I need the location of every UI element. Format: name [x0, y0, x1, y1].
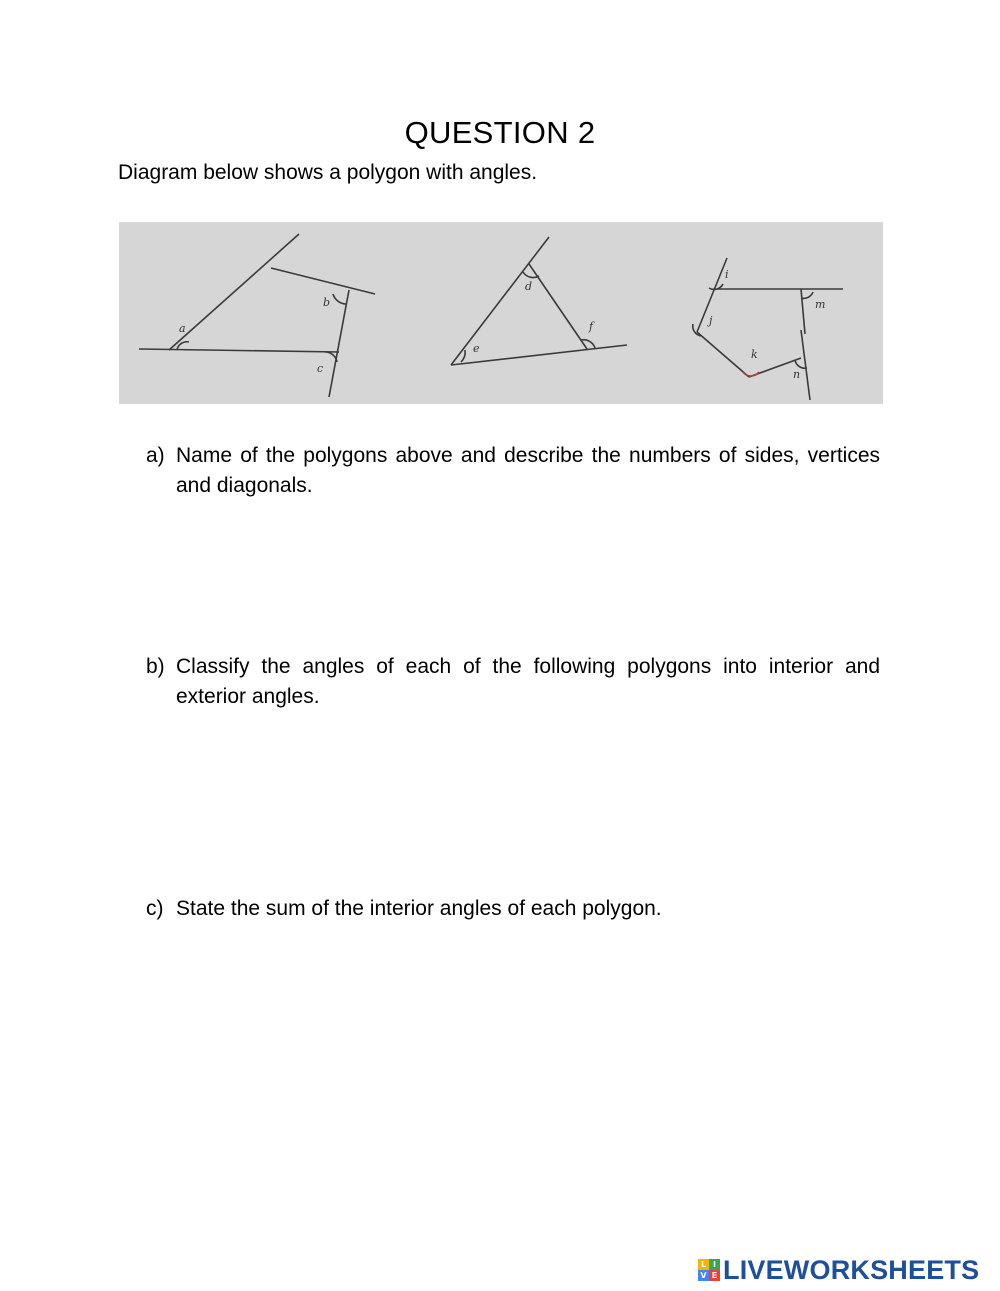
- figure3-lower-left-side: [697, 332, 749, 377]
- figure1-top-side: [271, 268, 375, 294]
- angle-label-a: a: [179, 322, 186, 335]
- intro-text: Diagram below shows a polygon with angles.: [118, 161, 538, 184]
- angle-label-c: c: [317, 362, 324, 375]
- angle-label-j: j: [709, 314, 713, 327]
- liveworksheets-logo[interactable]: [698, 1255, 979, 1285]
- figure2-left-side: [451, 237, 549, 365]
- question-b-label: b): [146, 655, 165, 678]
- question-c-text: State the sum of the interior angles of each polygon.: [176, 897, 662, 920]
- figure3-right-side: [801, 330, 810, 400]
- question-a-text: Name of the polygons above and describe the numbers of sides, vertices and diagonals.: [176, 444, 880, 497]
- angle-label-f: f: [589, 320, 594, 333]
- figure3-angle-m-arc: [801, 292, 813, 298]
- logo-letter-v: V: [698, 1270, 709, 1281]
- question-a: [146, 441, 880, 501]
- angle-label-e: e: [473, 342, 480, 355]
- logo-letter-i: I: [709, 1259, 720, 1270]
- page-title: QUESTION 2: [404, 115, 596, 150]
- angle-label-b: b: [323, 296, 331, 309]
- logo-letter-e: E: [709, 1270, 720, 1281]
- figure1-left-side: [169, 234, 299, 350]
- angle-label-i: i: [725, 268, 729, 281]
- question-b: [146, 652, 880, 712]
- angle-label-m: m: [815, 298, 826, 311]
- figure3-angle-k-arc: [743, 372, 759, 376]
- figure1-angle-a-arc: [177, 342, 189, 350]
- polygon-figure: [119, 222, 883, 404]
- angle-label-k: k: [751, 348, 758, 361]
- polygon-diagram: [119, 222, 883, 404]
- brand-name: LIVEWORKSHEETS: [723, 1254, 980, 1285]
- logo-icon: [698, 1259, 720, 1281]
- question-a-label: a): [146, 444, 165, 467]
- question-c-label: c): [146, 897, 164, 920]
- figure1-angle-b-arc: [333, 294, 346, 304]
- logo-letter-l: L: [698, 1259, 709, 1270]
- question-c: [146, 894, 880, 924]
- question-b-text: Classify the angles of each of the following polygons into interior and exterior angles.: [176, 655, 880, 708]
- figure1-right-side: [329, 290, 349, 397]
- angle-label-d: d: [525, 280, 533, 293]
- angle-label-n: n: [793, 368, 801, 381]
- figure3-right-side-upper: [801, 289, 805, 334]
